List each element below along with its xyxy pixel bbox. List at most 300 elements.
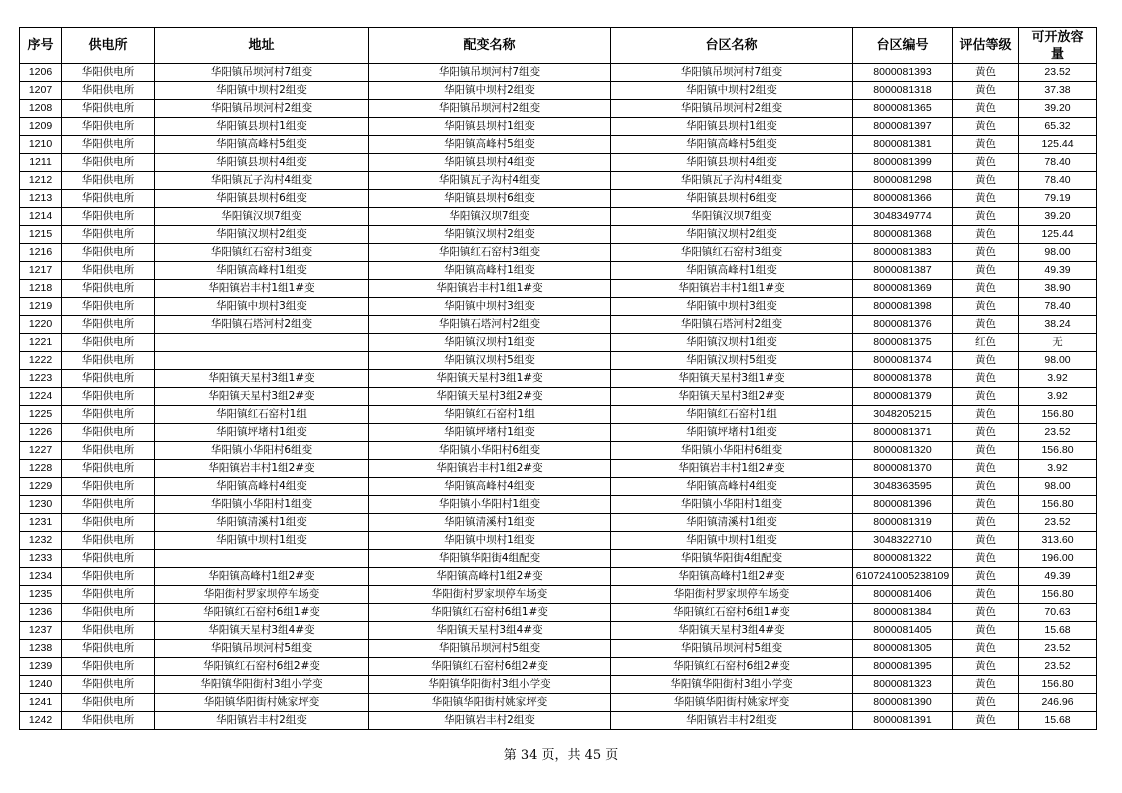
cell-transformer-name: 华阳镇天星村3组1#变 [369,370,611,388]
col-header-rating: 评估等级 [953,28,1019,64]
cell-index: 1208 [20,100,62,118]
cell-index: 1227 [20,442,62,460]
cell-index: 1214 [20,208,62,226]
cell-area-id: 3048322710 [853,532,953,550]
cell-rating: 黄色 [953,460,1019,478]
cell-area-id: 8000081379 [853,388,953,406]
table-body [20,64,1097,730]
table-row [20,478,1097,496]
table-row [20,640,1097,658]
cell-capacity: 156.80 [1019,676,1097,694]
cell-area-name: 华阳镇汉坝7组变 [611,208,853,226]
cell-index: 1211 [20,154,62,172]
cell-station: 华阳供电所 [62,316,155,334]
cell-transformer-name: 华阳镇高峰村5组变 [369,136,611,154]
cell-area-id: 8000081396 [853,496,953,514]
cell-station: 华阳供电所 [62,370,155,388]
col-header-station: 供电所 [62,28,155,64]
col-header-area-id: 台区编号 [853,28,953,64]
cell-area-id: 6107241005238109 [853,568,953,586]
cell-transformer-name: 华阳镇华阳街村3组小学变 [369,676,611,694]
cell-capacity: 78.40 [1019,172,1097,190]
cell-index: 1220 [20,316,62,334]
cell-index: 1209 [20,118,62,136]
cell-area-name: 华阳镇汉坝村5组变 [611,352,853,370]
cell-transformer-name: 华阳镇县坝村4组变 [369,154,611,172]
cell-station: 华阳供电所 [62,550,155,568]
cell-station: 华阳供电所 [62,154,155,172]
cell-station: 华阳供电所 [62,568,155,586]
cell-capacity: 39.20 [1019,208,1097,226]
cell-rating: 红色 [953,334,1019,352]
cell-area-name: 华阳镇高峰村4组变 [611,478,853,496]
cell-capacity: 78.40 [1019,154,1097,172]
cell-index: 1222 [20,352,62,370]
cell-area-id: 8000081398 [853,298,953,316]
cell-transformer-name: 华阳镇县坝村6组变 [369,190,611,208]
cell-index: 1234 [20,568,62,586]
cell-station: 华阳供电所 [62,190,155,208]
cell-index: 1221 [20,334,62,352]
cell-rating: 黄色 [953,676,1019,694]
cell-area-id: 8000081390 [853,694,953,712]
cell-area-name: 华阳镇小华阳村6组变 [611,442,853,460]
table-row [20,100,1097,118]
cell-capacity: 78.40 [1019,298,1097,316]
cell-area-id: 8000081395 [853,658,953,676]
cell-rating: 黄色 [953,370,1019,388]
col-header-index: 序号 [20,28,62,64]
cell-area-name: 华阳镇瓦子沟村4组变 [611,172,853,190]
cell-station: 华阳供电所 [62,442,155,460]
cell-index: 1235 [20,586,62,604]
cell-index: 1212 [20,172,62,190]
cell-area-name: 华阳镇华阳街4组配变 [611,550,853,568]
cell-transformer-name: 华阳镇吊坝河村7组变 [369,64,611,82]
cell-address: 华阳镇中坝村1组变 [155,532,369,550]
cell-index: 1231 [20,514,62,532]
cell-area-name: 华阳镇红石窑村1组 [611,406,853,424]
cell-station: 华阳供电所 [62,244,155,262]
cell-area-id: 8000081397 [853,118,953,136]
cell-rating: 黄色 [953,478,1019,496]
cell-area-name: 华阳镇汉坝村1组变 [611,334,853,352]
cell-capacity: 3.92 [1019,388,1097,406]
cell-area-id: 8000081387 [853,262,953,280]
cell-rating: 黄色 [953,532,1019,550]
table-row [20,298,1097,316]
cell-area-id: 8000081405 [853,622,953,640]
table-row [20,154,1097,172]
cell-rating: 黄色 [953,514,1019,532]
cell-index: 1238 [20,640,62,658]
cell-transformer-name: 华阳镇吊坝河村5组变 [369,640,611,658]
cell-area-id: 8000081323 [853,676,953,694]
cell-area-id: 8000081318 [853,82,953,100]
cell-station: 华阳供电所 [62,172,155,190]
cell-rating: 黄色 [953,352,1019,370]
table-row [20,172,1097,190]
cell-capacity: 65.32 [1019,118,1097,136]
table-row [20,136,1097,154]
cell-station: 华阳供电所 [62,226,155,244]
cell-address: 华阳镇汉坝7组变 [155,208,369,226]
cell-capacity: 38.90 [1019,280,1097,298]
cell-station: 华阳供电所 [62,388,155,406]
cell-area-name: 华阳镇高峰村5组变 [611,136,853,154]
cell-rating: 黄色 [953,406,1019,424]
cell-address: 华阳镇清溪村1组变 [155,514,369,532]
cell-station: 华阳供电所 [62,334,155,352]
table-row [20,514,1097,532]
cell-area-name: 华阳镇县坝村1组变 [611,118,853,136]
cell-rating: 黄色 [953,604,1019,622]
cell-capacity: 70.63 [1019,604,1097,622]
table-row [20,316,1097,334]
cell-area-id: 8000081375 [853,334,953,352]
cell-address: 华阳镇中坝村2组变 [155,82,369,100]
cell-area-name: 华阳镇岩丰村1组1#变 [611,280,853,298]
cell-rating: 黄色 [953,496,1019,514]
table-row [20,208,1097,226]
cell-area-id: 8000081384 [853,604,953,622]
cell-index: 1236 [20,604,62,622]
cell-address: 华阳镇高峰村5组变 [155,136,369,154]
cell-address: 华阳镇华阳街村3组小学变 [155,676,369,694]
cell-transformer-name: 华阳镇汉坝村5组变 [369,352,611,370]
cell-index: 1218 [20,280,62,298]
cell-area-name: 华阳街村罗家坝停车场变 [611,586,853,604]
table-row [20,712,1097,730]
cell-area-name: 华阳镇吊坝河村5组变 [611,640,853,658]
table-row [20,568,1097,586]
cell-capacity: 79.19 [1019,190,1097,208]
cell-area-id: 8000081305 [853,640,953,658]
cell-transformer-name: 华阳镇瓦子沟村4组变 [369,172,611,190]
table-row [20,226,1097,244]
cell-capacity: 无 [1019,334,1097,352]
cell-area-id: 8000081391 [853,712,953,730]
cell-rating: 黄色 [953,568,1019,586]
cell-rating: 黄色 [953,442,1019,460]
cell-capacity: 98.00 [1019,244,1097,262]
cell-station: 华阳供电所 [62,604,155,622]
cell-transformer-name: 华阳镇高峰村1组变 [369,262,611,280]
cell-station: 华阳供电所 [62,676,155,694]
cell-transformer-name: 华阳镇小华阳村1组变 [369,496,611,514]
cell-transformer-name: 华阳镇红石窑村1组 [369,406,611,424]
cell-area-name: 华阳镇清溪村1组变 [611,514,853,532]
cell-area-id: 8000081399 [853,154,953,172]
cell-station: 华阳供电所 [62,478,155,496]
cell-transformer-name: 华阳镇汉坝村1组变 [369,334,611,352]
table-row [20,532,1097,550]
cell-station: 华阳供电所 [62,460,155,478]
cell-area-name: 华阳镇天星村3组1#变 [611,370,853,388]
table-row [20,262,1097,280]
cell-station: 华阳供电所 [62,712,155,730]
cell-area-id: 8000081378 [853,370,953,388]
cell-transformer-name: 华阳镇岩丰村2组变 [369,712,611,730]
cell-area-id: 3048205215 [853,406,953,424]
cell-capacity: 156.80 [1019,586,1097,604]
cell-station: 华阳供电所 [62,658,155,676]
cell-transformer-name: 华阳镇中坝村1组变 [369,532,611,550]
cell-address: 华阳镇吊坝河村2组变 [155,100,369,118]
cell-address: 华阳镇坪堵村1组变 [155,424,369,442]
cell-address: 华阳镇中坝村3组变 [155,298,369,316]
cell-area-name: 华阳镇吊坝河村7组变 [611,64,853,82]
cell-transformer-name: 华阳镇汉坝村2组变 [369,226,611,244]
cell-index: 1216 [20,244,62,262]
table-row [20,334,1097,352]
cell-capacity: 156.80 [1019,442,1097,460]
cell-address: 华阳镇吊坝河村5组变 [155,640,369,658]
cell-area-id: 8000081393 [853,64,953,82]
cell-area-id: 8000081369 [853,280,953,298]
cell-address: 华阳镇红石窑村6组1#变 [155,604,369,622]
cell-station: 华阳供电所 [62,586,155,604]
table-row [20,82,1097,100]
cell-transformer-name: 华阳镇中坝村2组变 [369,82,611,100]
cell-index: 1230 [20,496,62,514]
cell-capacity: 313.60 [1019,532,1097,550]
cell-index: 1229 [20,478,62,496]
cell-capacity: 98.00 [1019,352,1097,370]
cell-rating: 黄色 [953,118,1019,136]
cell-index: 1206 [20,64,62,82]
cell-index: 1233 [20,550,62,568]
cell-capacity: 15.68 [1019,712,1097,730]
cell-rating: 黄色 [953,550,1019,568]
cell-index: 1226 [20,424,62,442]
page-footer: 第 34 页，共 45 页 [503,748,619,763]
cell-address: 华阳镇岩丰村1组2#变 [155,460,369,478]
table-row [20,586,1097,604]
table-row [20,280,1097,298]
cell-station: 华阳供电所 [62,280,155,298]
cell-station: 华阳供电所 [62,514,155,532]
cell-capacity: 23.52 [1019,64,1097,82]
cell-area-id: 8000081374 [853,352,953,370]
cell-rating: 黄色 [953,64,1019,82]
cell-area-name: 华阳镇坪堵村1组变 [611,424,853,442]
cell-address: 华阳镇高峰村1组变 [155,262,369,280]
cell-rating: 黄色 [953,226,1019,244]
cell-address: 华阳镇红石窑村1组 [155,406,369,424]
cell-index: 1219 [20,298,62,316]
cell-area-name: 华阳镇华阳街村姚家坪变 [611,694,853,712]
cell-index: 1217 [20,262,62,280]
cell-rating: 黄色 [953,208,1019,226]
cell-transformer-name: 华阳镇红石窑村6组2#变 [369,658,611,676]
cell-address: 华阳街村罗家坝停车场变 [155,586,369,604]
cell-capacity: 3.92 [1019,370,1097,388]
cell-transformer-name: 华阳镇中坝村3组变 [369,298,611,316]
cell-transformer-name: 华阳镇坪堵村1组变 [369,424,611,442]
cell-index: 1237 [20,622,62,640]
cell-transformer-name: 华阳镇天星村3组2#变 [369,388,611,406]
col-header-address: 地址 [155,28,369,64]
cell-area-name: 华阳镇岩丰村2组变 [611,712,853,730]
table-row [20,694,1097,712]
cell-address: 华阳镇华阳街村姚家坪变 [155,694,369,712]
cell-capacity: 15.68 [1019,622,1097,640]
cell-address: 华阳镇吊坝河村7组变 [155,64,369,82]
cell-address: 华阳镇县坝村1组变 [155,118,369,136]
cell-rating: 黄色 [953,280,1019,298]
cell-transformer-name: 华阳镇汉坝7组变 [369,208,611,226]
cell-rating: 黄色 [953,640,1019,658]
cell-area-id: 8000081370 [853,460,953,478]
cell-index: 1225 [20,406,62,424]
cell-transformer-name: 华阳镇清溪村1组变 [369,514,611,532]
cell-address: 华阳镇天星村3组2#变 [155,388,369,406]
cell-area-name: 华阳镇红石窑村6组2#变 [611,658,853,676]
cell-area-id: 8000081383 [853,244,953,262]
cell-area-name: 华阳镇天星村3组4#变 [611,622,853,640]
cell-area-id: 8000081322 [853,550,953,568]
cell-address: 华阳镇天星村3组4#变 [155,622,369,640]
cell-index: 1213 [20,190,62,208]
cell-station: 华阳供电所 [62,118,155,136]
table-row [20,496,1097,514]
cell-capacity: 23.52 [1019,514,1097,532]
cell-transformer-name: 华阳镇岩丰村1组2#变 [369,460,611,478]
cell-transformer-name: 华阳镇华阳街4组配变 [369,550,611,568]
cell-area-name: 华阳镇中坝村2组变 [611,82,853,100]
cell-station: 华阳供电所 [62,298,155,316]
cell-transformer-name: 华阳街村罗家坝停车场变 [369,586,611,604]
cell-transformer-name: 华阳镇华阳街村姚家坪变 [369,694,611,712]
cell-area-name: 华阳镇汉坝村2组变 [611,226,853,244]
table-row [20,190,1097,208]
cell-capacity: 23.52 [1019,424,1097,442]
cell-area-id: 3048363595 [853,478,953,496]
cell-station: 华阳供电所 [62,82,155,100]
cell-capacity: 156.80 [1019,496,1097,514]
table-row [20,658,1097,676]
cell-rating: 黄色 [953,136,1019,154]
cell-rating: 黄色 [953,190,1019,208]
cell-rating: 黄色 [953,658,1019,676]
cell-index: 1241 [20,694,62,712]
data-table [19,27,1097,730]
cell-area-name: 华阳镇高峰村1组变 [611,262,853,280]
cell-area-name: 华阳镇红石窑村3组变 [611,244,853,262]
cell-address: 华阳镇石塔河村2组变 [155,316,369,334]
cell-station: 华阳供电所 [62,262,155,280]
cell-station: 华阳供电所 [62,208,155,226]
cell-station: 华阳供电所 [62,496,155,514]
cell-rating: 黄色 [953,262,1019,280]
cell-address: 华阳镇高峰村4组变 [155,478,369,496]
cell-capacity: 125.44 [1019,226,1097,244]
cell-area-name: 华阳镇县坝村6组变 [611,190,853,208]
cell-transformer-name: 华阳镇高峰村1组2#变 [369,568,611,586]
cell-area-id: 8000081371 [853,424,953,442]
cell-transformer-name: 华阳镇吊坝河村2组变 [369,100,611,118]
table-row [20,118,1097,136]
cell-capacity: 196.00 [1019,550,1097,568]
cell-rating: 黄色 [953,586,1019,604]
cell-capacity: 49.39 [1019,262,1097,280]
col-header-capacity: 可开放容量 [1019,28,1097,64]
cell-rating: 黄色 [953,100,1019,118]
cell-index: 1239 [20,658,62,676]
cell-capacity: 23.52 [1019,640,1097,658]
cell-area-name: 华阳镇小华阳村1组变 [611,496,853,514]
cell-rating: 黄色 [953,82,1019,100]
cell-capacity: 246.96 [1019,694,1097,712]
cell-address: 华阳镇高峰村1组2#变 [155,568,369,586]
cell-capacity: 38.24 [1019,316,1097,334]
cell-index: 1232 [20,532,62,550]
cell-area-name: 华阳镇高峰村1组2#变 [611,568,853,586]
cell-area-name: 华阳镇中坝村3组变 [611,298,853,316]
cell-address: 华阳镇小华阳村1组变 [155,496,369,514]
cell-address: 华阳镇汉坝村2组变 [155,226,369,244]
cell-rating: 黄色 [953,622,1019,640]
cell-rating: 黄色 [953,298,1019,316]
table-row [20,424,1097,442]
cell-station: 华阳供电所 [62,64,155,82]
col-header-area-name: 台区名称 [611,28,853,64]
cell-station: 华阳供电所 [62,424,155,442]
cell-station: 华阳供电所 [62,100,155,118]
cell-area-id: 8000081319 [853,514,953,532]
cell-rating: 黄色 [953,694,1019,712]
cell-index: 1240 [20,676,62,694]
cell-capacity: 37.38 [1019,82,1097,100]
cell-transformer-name: 华阳镇县坝村1组变 [369,118,611,136]
cell-area-id: 8000081368 [853,226,953,244]
cell-address: 华阳镇瓦子沟村4组变 [155,172,369,190]
cell-address [155,550,369,568]
table-row [20,676,1097,694]
cell-address: 华阳镇岩丰村1组1#变 [155,280,369,298]
cell-area-name: 华阳镇华阳街村3组小学变 [611,676,853,694]
cell-capacity: 3.92 [1019,460,1097,478]
cell-area-id: 8000081366 [853,190,953,208]
table-row [20,352,1097,370]
table-row [20,442,1097,460]
cell-station: 华阳供电所 [62,406,155,424]
cell-area-name: 华阳镇岩丰村1组2#变 [611,460,853,478]
cell-area-id: 8000081381 [853,136,953,154]
cell-capacity: 49.39 [1019,568,1097,586]
cell-address [155,352,369,370]
cell-area-id: 8000081320 [853,442,953,460]
table-row [20,388,1097,406]
cell-station: 华阳供电所 [62,352,155,370]
cell-address: 华阳镇岩丰村2组变 [155,712,369,730]
cell-area-name: 华阳镇石塔河村2组变 [611,316,853,334]
cell-index: 1215 [20,226,62,244]
cell-transformer-name: 华阳镇红石窑村3组变 [369,244,611,262]
cell-transformer-name: 华阳镇小华阳村6组变 [369,442,611,460]
cell-station: 华阳供电所 [62,532,155,550]
cell-area-name: 华阳镇中坝村1组变 [611,532,853,550]
cell-station: 华阳供电所 [62,136,155,154]
cell-rating: 黄色 [953,154,1019,172]
cell-transformer-name: 华阳镇石塔河村2组变 [369,316,611,334]
cell-station: 华阳供电所 [62,622,155,640]
table-row [20,604,1097,622]
cell-transformer-name: 华阳镇红石窑村6组1#变 [369,604,611,622]
cell-area-name: 华阳镇红石窑村6组1#变 [611,604,853,622]
cell-transformer-name: 华阳镇天星村3组4#变 [369,622,611,640]
